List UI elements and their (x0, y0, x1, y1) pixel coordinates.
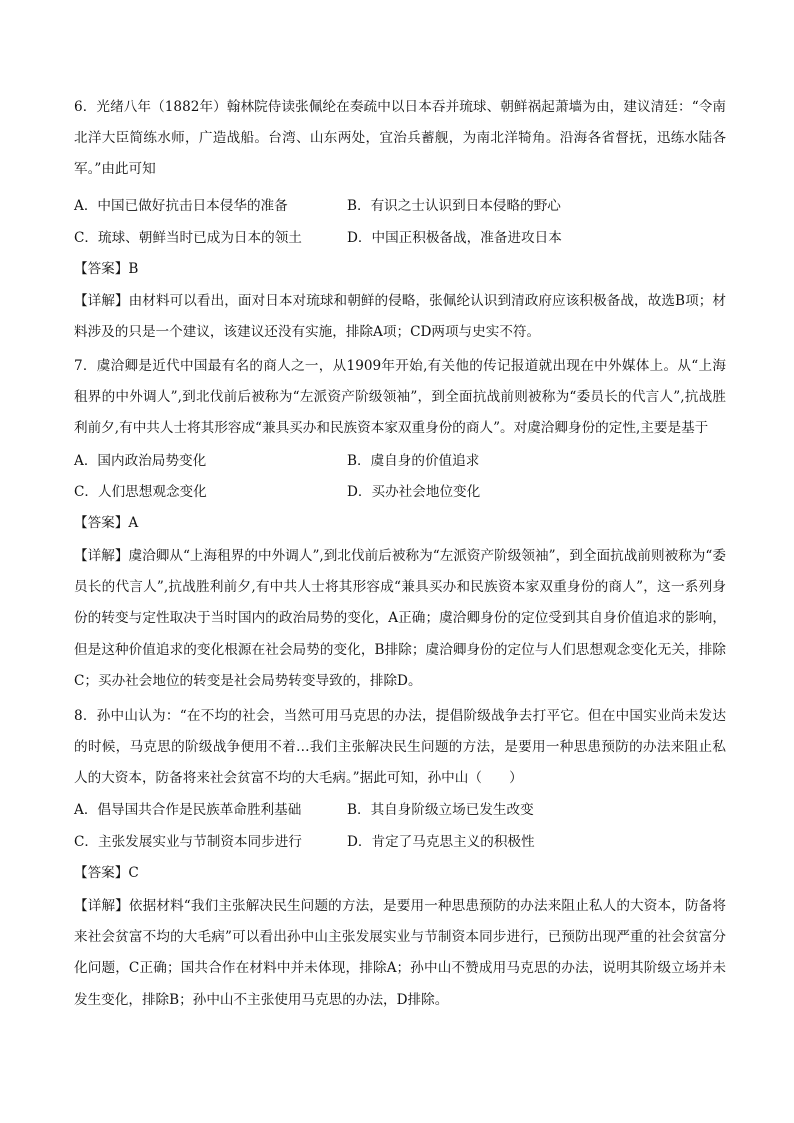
question-8-option-a[interactable]: A．倡导国共合作是民族革命胜利基础 (74, 802, 302, 818)
question-6-answer: 【答案】B (74, 261, 139, 277)
question-8-stem: 8．孙中山认为：“在不均的社会，当然可用马克思的办法，提倡阶级战争去打平它。但在中国实业尚未发达的时候，马克思的阶级战争便用不着…我们主张解决民生问题的方法，是要用一种思患预防的办法来阻止私人的大资本，防备将来社会贫富不均的大毛病。”据此可知，孙中山（ ） (74, 708, 726, 787)
question-8-options-row-2 (74, 829, 726, 855)
question-6-option-c[interactable]: C．琉球、朝鲜当时已成为日本的领土 (74, 230, 302, 246)
question-6-options-row-1 (74, 193, 726, 219)
question-7-answer: 【答案】A (74, 515, 139, 531)
question-7-analysis: 【详解】虞洽卿从“上海租界的中外调人”,到北伐前后被称为“左派资产阶级领袖”，到全面抗战前则被称为“委员长的代言人”,抗战胜利前夕,有中共人士将其形容成“兼具买办和民族资本家双重身份的商人”，这一系列身份的转变与定性取决于当时国内的政治局势的变化，A正确；虞洽卿身份的定位受到其自身价值追求的影响，但是这种价值追求的变化根源在社会局势的变化，B排除；虞洽卿身份的定位与人们思想观念变化无关，排除C；买办社会地位的转变是社会局势转变导致的，排除D。 (74, 548, 726, 689)
question-8-analysis: 【详解】依据材料“我们主张解决民生问题的方法，是要用一种思患预防的办法来阻止私人的大资本，防备将来社会贫富不均的大毛病”可以看出孙中山主张发展实业与节制资本同步进行，已预防出现严重的社会贫富分化问题，C正确；国共合作在材料中并未体现，排除A；孙中山不赞成用马克思的办法，说明其阶级立场并未发生变化，排除B；孙中山不主张使用马克思的办法，D排除。 (74, 898, 726, 1008)
question-6-option-d[interactable]: D．中国正积极备战，准备进攻日本 (347, 230, 562, 246)
question-6-option-a[interactable]: A．中国已做好抗击日本侵华的准备 (74, 198, 288, 214)
question-7-option-a[interactable]: A．国内政治局势变化 (74, 453, 207, 469)
question-6-analysis: 【详解】由材料可以看出，面对日本对琉球和朝鲜的侵略，张佩纶认识到清政府应该积极备战，故选B项；材料涉及的只是一个建议，该建议还没有实施，排除A项；CD两项与史实不符。 (74, 293, 726, 341)
question-8-options-row-1 (74, 797, 726, 823)
question-7-option-d[interactable]: D．买办社会地位变化 (347, 484, 481, 500)
question-7-stem: 7．虞洽卿是近代中国最有名的商人之一，从1909年开始,有关他的传记报道就出现在中外媒体上。从“上海租界的中外调人”,到北伐前后被称为“左派资产阶级领袖”，到全面抗战前则被称为“委员长的代言人”,抗战胜利前夕,有中共人士将其形容成“兼具买办和民族资本家双重身份的商人”。对虞洽卿身份的定性,主要是基于 (74, 358, 726, 437)
question-7-options-row-1 (74, 448, 726, 474)
question-7-option-c[interactable]: C．人们思想观念变化 (74, 484, 207, 500)
question-8-option-b[interactable]: B．其自身阶级立场已发生改变 (347, 802, 534, 818)
question-6-stem: 6．光绪八年（1882年）翰林院侍读张佩纶在奏疏中以日本吞并琉球、朝鲜祸起萧墙为由，建议清廷：“令南北洋大臣简练水师，广造战船。台湾、山东两处，宜治兵蓄舰，为南北洋犄角。沿海各省督抚，迅练水陆各军。”由此可知 (74, 99, 726, 178)
question-8-option-d[interactable]: D．肯定了马克思主义的积极性 (347, 834, 535, 850)
question-8-answer: 【答案】C (74, 865, 139, 881)
question-8-option-c[interactable]: C．主张发展实业与节制资本同步进行 (74, 834, 302, 850)
question-7-option-b[interactable]: B．虞自身的价值追求 (347, 453, 480, 469)
question-6-option-b[interactable]: B．有识之士认识到日本侵略的野心 (347, 198, 561, 214)
question-6-options-row-2 (74, 225, 726, 251)
question-7-options-row-2 (74, 479, 726, 505)
